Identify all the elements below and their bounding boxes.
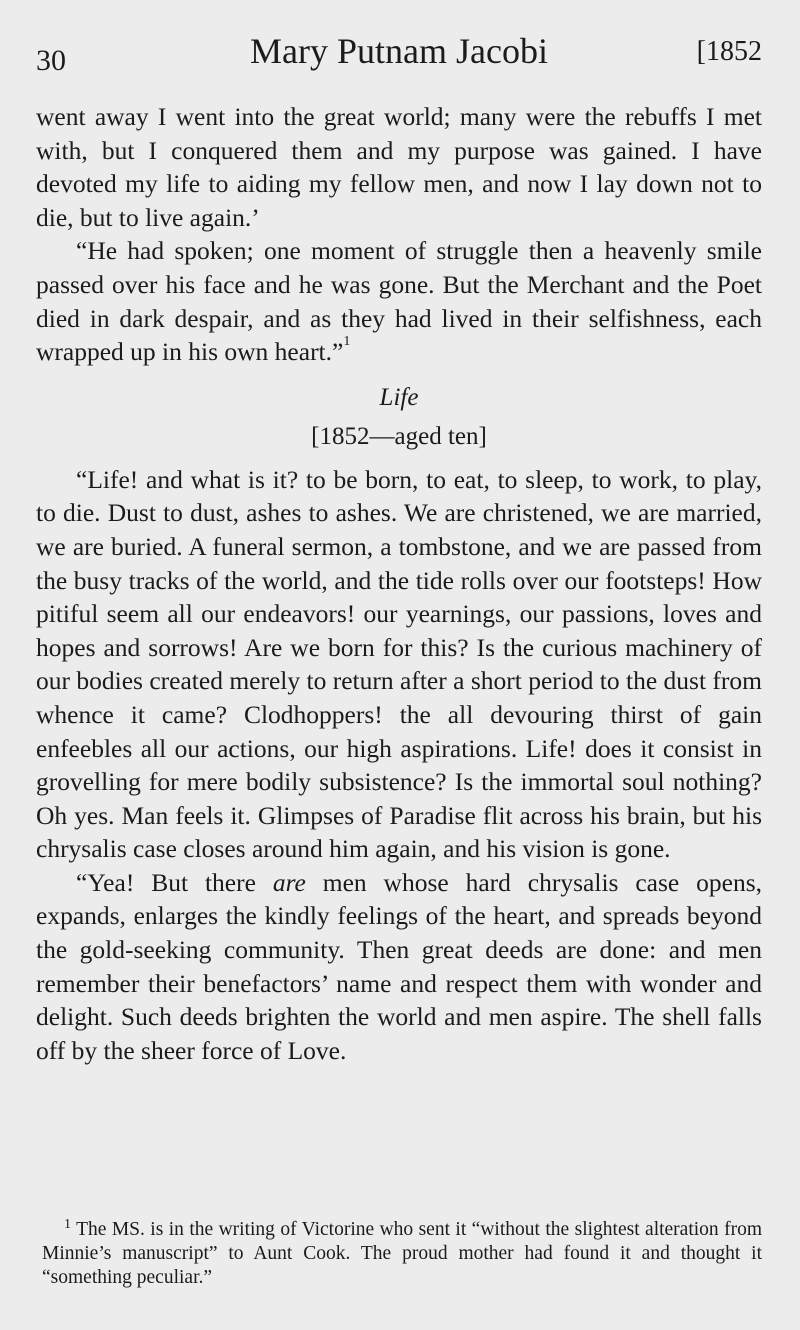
footnotes — [42, 1218, 762, 1290]
paragraph-text: “He had spoken; one moment of struggle then a heavenly smile passed over his face and he was gone. But the Merchant and the Poet died in dark despair, and as they had lived in their selfishness, each wrapped up in his own heart.” — [36, 236, 762, 367]
paragraph: “Life! and what is it? to be born, to eat, to sleep, to work, to play, to die. Dust to dust, ashes to ashes. We are christened, we are married, we are buried. A funeral sermon, a tombstone, and we are passed from the busy tracks of the world, and the tide rolls over our footsteps! How pitiful seem all our endeavors! our yearnings, our passions, loves and hopes and sorrows! Are we born for this? Is the curious machinery of our bodies created merely to return after a short period to the dust from whence it came? Clodhoppers! the all devouring thirst of gain enfeebles all our actions, our high aspirations. Life! does it consist in grovelling for mere bodily subsistence? Is the immortal soul nothing? Oh yes. Man feels it. Glimpses of Paradise flit across his brain, but his chrysalis case closes around him again, and his vision is gone. — [36, 464, 762, 864]
paragraph — [36, 866, 762, 1068]
section-subtitle: [1852—aged ten] — [311, 422, 487, 450]
page-number: 30 — [36, 44, 66, 77]
header-year: [1852 — [696, 36, 762, 67]
running-title: Mary Putnam Jacobi — [250, 31, 548, 71]
footnote — [42, 1218, 762, 1290]
paragraph — [36, 234, 762, 368]
footnote-reference: 1 — [343, 334, 351, 350]
page-body — [36, 100, 762, 1067]
paragraph-text: “Yea! But there — [76, 867, 273, 897]
paragraph-text: men whose hard chrysalis case opens, expands, enlarges the kindly feelings of the heart, and spreads beyond the gold-seeking community. Then great deeds are done: and men remember their benefactors’ name and respect them with wonder and delight. Such deeds brighten the world and men aspire. The shell falls off by the sheer force of Love. — [36, 867, 762, 1065]
emphasis-text: are — [272, 867, 306, 897]
section-title: Life — [379, 383, 419, 411]
page-header — [36, 30, 762, 78]
paragraph: went away I went into the great world; many were the rebuffs I met with, but I conquered them and my purpose was gained. I have devoted my life to aiding my fellow men, and now I lay down not to die, but to live again.’ — [36, 102, 762, 232]
footnote-mark: 1 — [64, 1217, 71, 1232]
footnote-text: The MS. is in the writing of Victorine who sent it “without the slightest alteration from Minnie’s manuscript” to Aunt Cook. The proud mother had found it and thought it “something peculiar.” — [42, 1219, 762, 1288]
